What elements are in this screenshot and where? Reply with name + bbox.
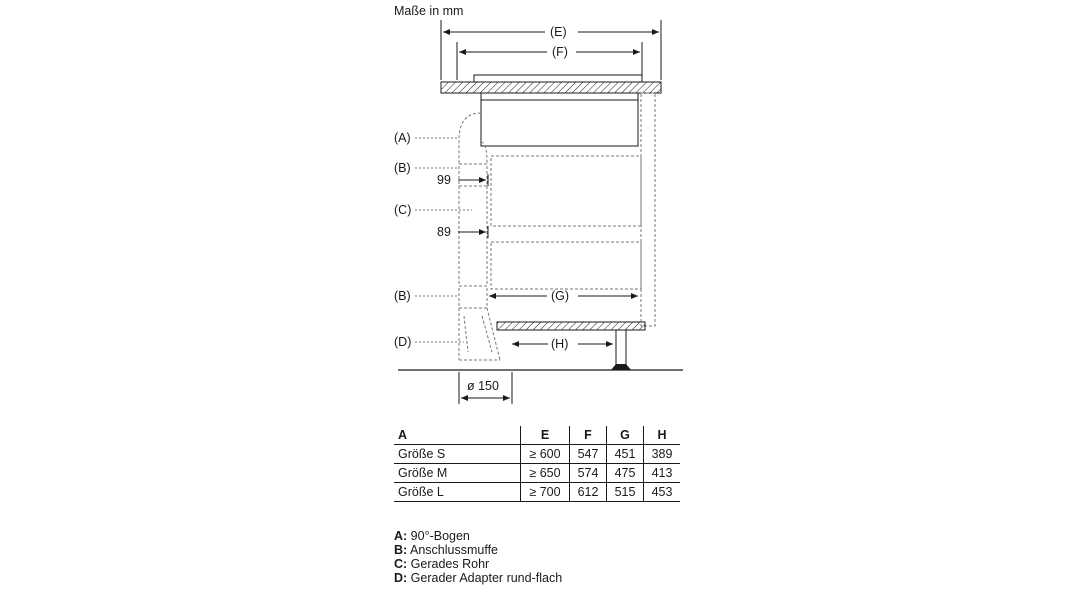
table-cell: 413 — [644, 464, 681, 483]
table-cell: 515 — [607, 483, 644, 502]
table-cell: 612 — [570, 483, 607, 502]
dimension-diameter — [459, 372, 512, 404]
dimension-g — [489, 289, 638, 303]
dimension-99 — [437, 173, 488, 187]
leg-foot — [611, 364, 631, 370]
label-b2: (B) — [394, 289, 411, 303]
dimension-f — [457, 42, 642, 80]
table-row — [394, 483, 680, 502]
table-cell: ≥ 650 — [521, 464, 570, 483]
legend-item: B: Anschlussmuffe — [394, 543, 498, 557]
table-header-cell: E — [521, 426, 570, 445]
table-row-label: Größe L — [394, 483, 521, 502]
hob-body — [481, 93, 638, 146]
lower-drawer — [491, 242, 641, 289]
upper-drawer — [491, 156, 641, 226]
dimension-h-label: (H) — [551, 337, 569, 351]
table-row-label: Größe S — [394, 445, 521, 464]
dimension-e-label: (E) — [550, 25, 567, 39]
label-b1: (B) — [394, 161, 411, 175]
svg-text:99: 99 — [437, 173, 451, 187]
table-cell: 574 — [570, 464, 607, 483]
cabinet-leg — [616, 330, 626, 366]
table-cell: 547 — [570, 445, 607, 464]
table-row-label: Größe M — [394, 464, 521, 483]
table-row — [394, 445, 680, 464]
svg-text:89: 89 — [437, 225, 451, 239]
hob-glass — [474, 75, 642, 82]
dimension-89 — [437, 225, 488, 239]
table-header-row — [394, 426, 680, 445]
label-a: (A) — [394, 131, 411, 145]
label-c: (C) — [394, 203, 412, 217]
duct-system — [459, 113, 500, 360]
cabinet-outline — [641, 93, 655, 326]
table-cell: 451 — [607, 445, 644, 464]
table-header-cell: F — [570, 426, 607, 445]
legend-item: C: Gerades Rohr — [394, 557, 490, 571]
diagram-title: Maße in mm — [394, 4, 464, 18]
table-cell: ≥ 600 — [521, 445, 570, 464]
label-d: (D) — [394, 335, 412, 349]
dimension-h — [512, 337, 613, 351]
table-cell: 475 — [607, 464, 644, 483]
table-cell: 453 — [644, 483, 681, 502]
table-header-cell: A — [394, 426, 521, 445]
size-table — [394, 426, 680, 502]
dimension-f-label: (F) — [552, 45, 568, 59]
svg-text:ø 150: ø 150 — [467, 379, 499, 393]
table-header-cell: H — [644, 426, 681, 445]
dimension-e — [441, 20, 661, 80]
table-row — [394, 464, 680, 483]
table-cell: 389 — [644, 445, 681, 464]
countertop — [441, 82, 661, 93]
dimension-g-label: (G) — [551, 289, 570, 303]
table-header-cell: G — [607, 426, 644, 445]
legend-item: D: Gerader Adapter rund-flach — [394, 571, 563, 585]
component-legend — [394, 529, 562, 585]
legend-item: A: 90°-Bogen — [394, 529, 470, 543]
base-shelf — [497, 322, 645, 330]
table-cell: ≥ 700 — [521, 483, 570, 502]
